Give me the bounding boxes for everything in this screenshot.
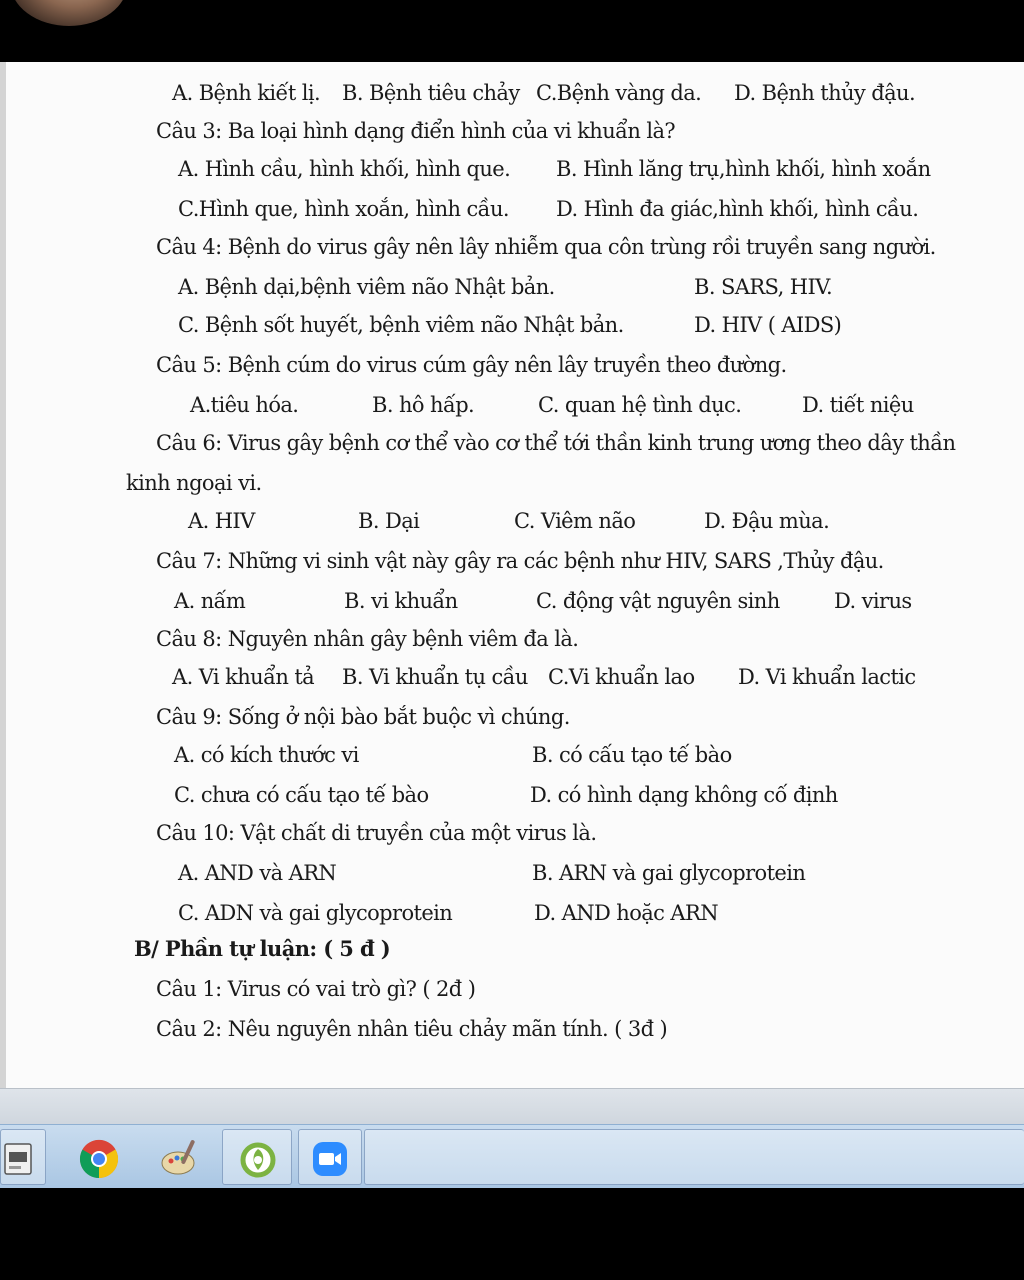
taskbar-zoom-button[interactable]	[298, 1129, 362, 1185]
essay-q1: Câu 1: Virus có vai trò gì? ( 2đ )	[156, 977, 476, 1001]
q8-option-d: D. Vi khuẩn lactic	[738, 665, 916, 689]
q7-option-a: A. nấm	[174, 589, 246, 613]
q4-option-c: C. Bệnh sốt huyết, bệnh viêm não Nhật bản.	[178, 313, 624, 337]
q4-option-b: B. SARS, HIV.	[694, 275, 833, 299]
q6-stem-line1: Câu 6: Virus gây bệnh cơ thể vào cơ thể tới thần kinh trung ương theo dây thần	[156, 431, 956, 455]
webcam-thumbnail	[10, 0, 128, 26]
chrome-icon	[64, 1129, 134, 1185]
q4-option-d: D. HIV ( AIDS)	[694, 313, 842, 337]
q10-option-c: C. ADN và gai glycoprotein	[178, 901, 453, 925]
q9-option-a: A. có kích thước vi	[174, 743, 359, 767]
q3-stem: Câu 3: Ba loại hình dạng điển hình của vi khuẩn là?	[156, 119, 676, 143]
taskbar-leaf-app-button[interactable]	[222, 1129, 292, 1185]
q6-option-a: A. HIV	[188, 509, 255, 533]
taskbar-paint-button[interactable]	[146, 1129, 216, 1185]
paint-icon	[146, 1129, 216, 1185]
q2-option-a: A. Bệnh kiết lị.	[172, 81, 321, 105]
q4-option-a: A. Bệnh dại,bệnh viêm não Nhật bản.	[178, 275, 555, 299]
taskbar-app-button[interactable]	[0, 1129, 46, 1185]
q3-option-d: D. Hình đa giác,hình khối, hình cầu.	[556, 197, 919, 221]
q7-option-d: D. virus	[834, 589, 912, 613]
q6-option-d: D. Đậu mùa.	[704, 509, 830, 533]
q3-option-a: A. Hình cầu, hình khối, hình que.	[178, 157, 511, 181]
q5-option-a: A.tiêu hóa.	[190, 393, 299, 417]
bottom-black-bar	[0, 1188, 1024, 1280]
q5-stem: Câu 5: Bệnh cúm do virus cúm gây nên lây truyền theo đường.	[156, 353, 787, 377]
app-icon	[1, 1130, 47, 1186]
zoom-icon	[299, 1130, 363, 1186]
q2-option-b: B. Bệnh tiêu chảy	[342, 81, 520, 105]
q7-stem: Câu 7: Những vi sinh vật này gây ra các bệnh như HIV, SARS ,Thủy đậu.	[156, 549, 884, 573]
q10-stem: Câu 10: Vật chất di truyền của một virus là.	[156, 821, 597, 845]
q5-option-c: C. quan hệ tình dục.	[538, 393, 742, 417]
document-page	[0, 62, 1024, 1090]
q9-option-c: C. chưa có cấu tạo tế bào	[174, 783, 429, 807]
essay-heading: B/ Phần tự luận: ( 5 đ )	[134, 936, 391, 961]
q2-option-d: D. Bệnh thủy đậu.	[734, 81, 916, 105]
q7-option-c: C. động vật nguyên sinh	[536, 589, 780, 613]
q9-option-b: B. có cấu tạo tế bào	[532, 743, 732, 767]
q6-option-c: C. Viêm não	[514, 509, 636, 533]
q8-option-a: A. Vi khuẩn tả	[172, 665, 315, 689]
document-footer-strip	[0, 1088, 1024, 1125]
q6-stem-line2: kinh ngoại vi.	[126, 471, 262, 495]
essay-q2: Câu 2: Nêu nguyên nhân tiêu chảy mãn tính. ( 3đ )	[156, 1017, 668, 1041]
q3-option-c: C.Hình que, hình xoắn, hình cầu.	[178, 197, 509, 221]
taskbar	[0, 1124, 1024, 1189]
leaf-app-icon	[223, 1130, 293, 1186]
q9-option-d: D. có hình dạng không cố định	[530, 783, 838, 807]
q8-option-b: B. Vi khuẩn tụ cầu	[342, 665, 528, 689]
q10-option-b: B. ARN và gai glycoprotein	[532, 861, 806, 885]
taskbar-chrome-button[interactable]	[64, 1129, 134, 1185]
q2-option-c: C.Bệnh vàng da.	[536, 81, 702, 105]
q9-stem: Câu 9: Sống ở nội bào bắt buộc vì chúng.	[156, 705, 570, 729]
q4-stem: Câu 4: Bệnh do virus gây nên lây nhiễm qua côn trùng rồi truyền sang người.	[156, 235, 936, 259]
q10-option-d: D. AND hoặc ARN	[534, 901, 718, 925]
q7-option-b: B. vi khuẩn	[344, 589, 458, 613]
q6-option-b: B. Dại	[358, 509, 420, 533]
taskbar-empty-area	[364, 1129, 1024, 1185]
q8-stem: Câu 8: Nguyên nhân gây bệnh viêm đa là.	[156, 627, 579, 651]
top-black-bar	[0, 0, 1024, 62]
q8-option-c: C.Vi khuẩn lao	[548, 665, 695, 689]
q3-option-b: B. Hình lăng trụ,hình khối, hình xoắn	[556, 157, 931, 181]
q5-option-d: D. tiết niệu	[802, 393, 914, 417]
q10-option-a: A. AND và ARN	[178, 861, 337, 885]
q5-option-b: B. hô hấp.	[372, 393, 475, 417]
